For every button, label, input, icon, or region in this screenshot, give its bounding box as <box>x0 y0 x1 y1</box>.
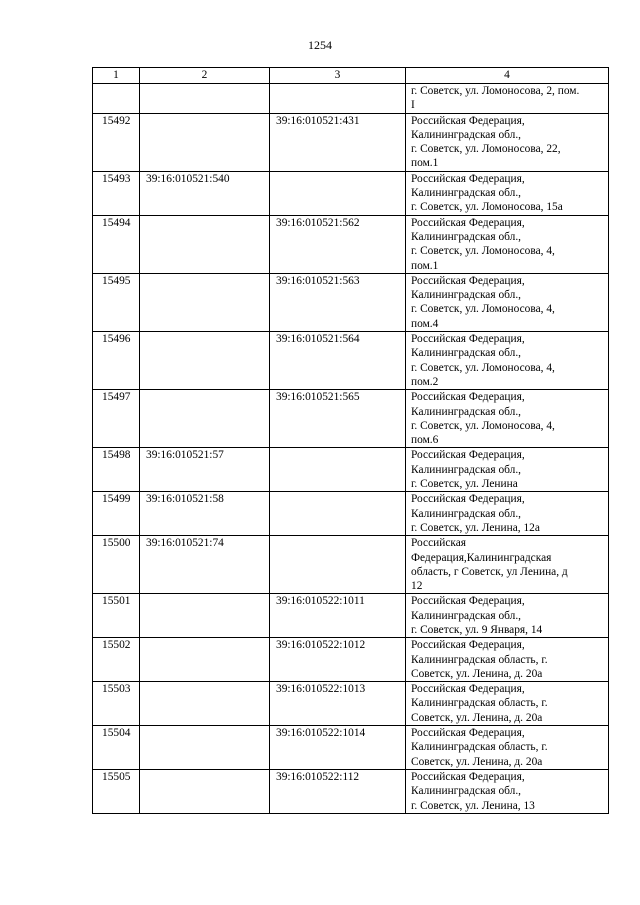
address-line: Советск, ул. Ленина, д. 20а <box>411 755 543 768</box>
building-cadastral-number-cell: 39:16:010521:565 <box>270 390 406 448</box>
table-row <box>93 273 609 331</box>
table-row <box>93 638 609 682</box>
table-row <box>93 492 609 536</box>
row-number-cell: 15502 <box>93 638 140 682</box>
address-line: пом.6 <box>411 434 439 447</box>
building-cadastral-number-cell: 39:16:010522:1013 <box>270 682 406 726</box>
address-line: г. Советск, ул. Ленина, 13 <box>411 799 535 812</box>
parcel-cadastral-number-cell: 39:16:010521:74 <box>140 536 270 594</box>
address-line: Российская Федерация, <box>411 216 525 229</box>
registry-table <box>92 67 609 814</box>
row-number-cell: 15496 <box>93 332 140 390</box>
building-cadastral-number-cell <box>270 448 406 492</box>
table-row <box>93 390 609 448</box>
table-row <box>93 726 609 770</box>
row-number-cell: 15501 <box>93 594 140 638</box>
parcel-cadastral-number-cell <box>140 215 270 273</box>
parcel-cadastral-number-cell <box>140 682 270 726</box>
parcel-cadastral-number-cell: 39:16:010521:57 <box>140 448 270 492</box>
address-cell <box>406 638 609 682</box>
address-line: г. Советск, ул. Ломоносова, 2, пом. <box>411 85 580 97</box>
building-cadastral-number-cell: 39:16:010522:1014 <box>270 726 406 770</box>
parcel-cadastral-number-cell <box>140 273 270 331</box>
parcel-cadastral-number-cell: 39:16:010521:540 <box>140 171 270 215</box>
address-line: г. Советск, ул. Ломоносова, 15а <box>411 201 563 214</box>
address-cell <box>406 171 609 215</box>
address-line: Российская Федерация, <box>411 493 525 506</box>
address-line: Российская Федерация, <box>411 333 525 346</box>
parcel-cadastral-number-cell <box>140 113 270 171</box>
row-number-cell: 15505 <box>93 769 140 813</box>
address-line: 12 <box>411 580 423 593</box>
address-cell <box>406 726 609 770</box>
address-line: пом.1 <box>411 157 439 170</box>
address-cell <box>406 332 609 390</box>
address-cell <box>406 273 609 331</box>
address-line: Калининградская обл., <box>411 785 522 798</box>
parcel-cadastral-number-cell <box>140 769 270 813</box>
address-line: Калининградская область, г. <box>411 697 548 710</box>
address-line: Российская Федерация, <box>411 274 525 287</box>
address-cell <box>406 769 609 813</box>
address-line: г. Советск, ул. Ломоносова, 4, <box>411 303 555 316</box>
building-cadastral-number-cell: 39:16:010522:112 <box>270 769 406 813</box>
table-row <box>93 332 609 390</box>
row-number-cell: 15500 <box>93 536 140 594</box>
address-line: Калининградская обл., <box>411 128 522 141</box>
address-cell <box>406 215 609 273</box>
table-row <box>93 84 609 114</box>
address-line: Советск, ул. Ленина, д. 20а <box>411 667 543 680</box>
address-cell <box>406 492 609 536</box>
address-line: Российская Федерация, <box>411 639 525 652</box>
building-cadastral-number-cell: 39:16:010521:564 <box>270 332 406 390</box>
building-cadastral-number-cell: 39:16:010521:431 <box>270 113 406 171</box>
address-line: пом.2 <box>411 375 439 388</box>
address-line: Российская Федерация, <box>411 391 525 404</box>
address-line: Российская Федерация, <box>411 172 525 185</box>
column-header-3: 3 <box>270 68 406 84</box>
row-number-cell: 15497 <box>93 390 140 448</box>
address-line: Калининградская обл., <box>411 187 522 200</box>
table-row <box>93 769 609 813</box>
address-line: Российская Федерация, <box>411 727 525 740</box>
column-header-2: 2 <box>140 68 270 84</box>
address-line: Калининградская обл., <box>411 507 522 520</box>
address-line: область, г Советск, ул Ленина, д <box>411 565 568 578</box>
address-line: Калининградская обл., <box>411 289 522 302</box>
building-cadastral-number-cell <box>270 84 406 114</box>
address-line: пом.1 <box>411 259 439 272</box>
address-line: Калининградская обл., <box>411 347 522 360</box>
address-line: Калининградская обл., <box>411 405 522 418</box>
address-cell <box>406 113 609 171</box>
address-line: Калининградская область, г. <box>411 653 548 666</box>
address-line: Калининградская обл., <box>411 609 522 622</box>
parcel-cadastral-number-cell <box>140 726 270 770</box>
address-line: г. Советск, ул. Ленина <box>411 478 518 491</box>
address-line: Российская Федерация, <box>411 449 525 462</box>
table-row <box>93 113 609 171</box>
table-row <box>93 536 609 594</box>
address-line: Калининградская область, г. <box>411 741 548 754</box>
address-cell <box>406 448 609 492</box>
address-line: г. Советск, ул. 9 Января, 14 <box>411 623 543 636</box>
row-number-cell: 15493 <box>93 171 140 215</box>
building-cadastral-number-cell: 39:16:010521:562 <box>270 215 406 273</box>
address-line: пом.4 <box>411 317 439 330</box>
row-number-cell: 15494 <box>93 215 140 273</box>
address-line: Российская Федерация, <box>411 683 525 696</box>
parcel-cadastral-number-cell <box>140 594 270 638</box>
building-cadastral-number-cell: 39:16:010522:1012 <box>270 638 406 682</box>
address-cell <box>406 536 609 594</box>
building-cadastral-number-cell: 39:16:010521:563 <box>270 273 406 331</box>
building-cadastral-number-cell <box>270 536 406 594</box>
table-row <box>93 682 609 726</box>
table-row <box>93 448 609 492</box>
address-line: Калининградская обл., <box>411 463 522 476</box>
row-number-cell: 15504 <box>93 726 140 770</box>
building-cadastral-number-cell <box>270 492 406 536</box>
parcel-cadastral-number-cell <box>140 390 270 448</box>
address-line: I <box>411 99 415 112</box>
building-cadastral-number-cell: 39:16:010522:1011 <box>270 594 406 638</box>
page-number: 1254 <box>308 38 332 52</box>
parcel-cadastral-number-cell <box>140 332 270 390</box>
address-line: г. Советск, ул. Ленина, 12а <box>411 521 540 534</box>
address-line: г. Советск, ул. Ломоносова, 4, <box>411 361 555 374</box>
parcel-cadastral-number-cell <box>140 638 270 682</box>
address-cell <box>406 390 609 448</box>
row-number-cell <box>93 84 140 114</box>
building-cadastral-number-cell <box>270 171 406 215</box>
parcel-cadastral-number-cell: 39:16:010521:58 <box>140 492 270 536</box>
row-number-cell: 15492 <box>93 113 140 171</box>
address-line: г. Советск, ул. Ломоносова, 4, <box>411 245 555 258</box>
row-number-cell: 15503 <box>93 682 140 726</box>
table-header-row <box>93 68 609 84</box>
table-row <box>93 171 609 215</box>
row-number-cell: 15495 <box>93 273 140 331</box>
address-line: Советск, ул. Ленина, д. 20а <box>411 711 543 724</box>
address-line: г. Советск, ул. Ломоносова, 22, <box>411 143 561 156</box>
column-header-1: 1 <box>93 68 140 84</box>
table-row <box>93 594 609 638</box>
address-line: Российская <box>411 537 467 550</box>
address-cell <box>406 682 609 726</box>
address-cell <box>406 594 609 638</box>
table-row <box>93 215 609 273</box>
address-line: г. Советск, ул. Ломоносова, 4, <box>411 419 555 432</box>
address-line: Российская Федерация, <box>411 595 525 608</box>
row-number-cell: 15499 <box>93 492 140 536</box>
address-line: Калининградская обл., <box>411 230 522 243</box>
address-line: Федерация,Калининградская <box>411 551 552 564</box>
address-line: Российская Федерация, <box>411 114 525 127</box>
row-number-cell: 15498 <box>93 448 140 492</box>
address-line: Российская Федерация, <box>411 770 525 783</box>
column-header-4: 4 <box>406 68 609 84</box>
parcel-cadastral-number-cell <box>140 84 270 114</box>
table-body <box>93 84 609 814</box>
address-cell <box>406 84 609 114</box>
